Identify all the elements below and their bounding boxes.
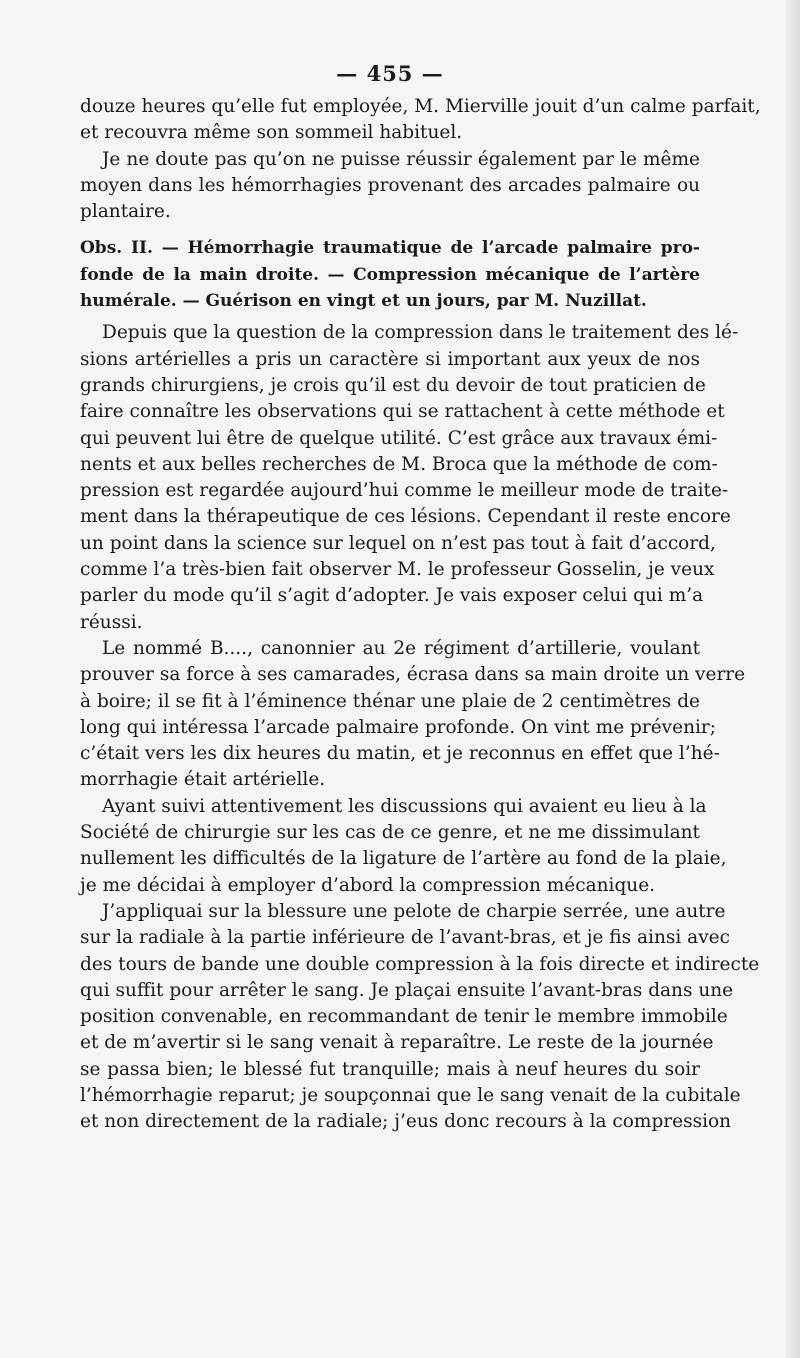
text-line: Je ne doute pas qu’on ne puisse réussir également par le même: [102, 148, 700, 170]
text-line: J’appliquai sur la blessure une pelote de charpie serrée, une autre: [102, 900, 726, 922]
observation-heading: [80, 235, 700, 314]
text-line: prouver sa force à ses camarades, écrasa dans sa main droite un verre: [80, 664, 746, 686]
text-line: des tours de bande une double compression à la fois directe et indirecte: [80, 953, 760, 975]
text-line: sions artérielles a pris un caractère si important aux yeux de nos: [80, 348, 700, 370]
text-line: qui peuvent lui être de quelque utilité. C’est grâce aux travaux émi-: [80, 427, 718, 449]
text-line: qui suffit pour arrêter le sang. Je plaçai ensuite l’avant-bras dans une: [80, 979, 734, 1001]
text-line: morrhagie était artérielle.: [80, 769, 326, 791]
text-line: parler du mode qu’il s’agit d’adopter. Je vais exposer celui qui m’a: [80, 585, 704, 607]
text-line: et de m’avertir si le sang venait à reparaître. Le reste de la journée: [80, 1032, 714, 1054]
text-line: position convenable, en recommandant de tenir le membre immobile: [80, 1006, 728, 1028]
text-line: et non directement de la radiale; j’eus donc recours à la compression: [80, 1111, 732, 1133]
heading-line: humérale. — Guérison en vingt et un jours, par M. Nuzillat.: [80, 291, 647, 312]
text-line: un point dans la science sur lequel on n’est pas tout à fait d’accord,: [80, 532, 716, 554]
paragraph: [80, 636, 746, 794]
text-line: plantaire.: [80, 201, 171, 223]
text-line: et recouvra même son sommeil habituel.: [80, 122, 463, 144]
text-line: ment dans la thérapeutique de ces lésions. Cependant il reste encore: [80, 506, 731, 528]
page-number: — 455 —: [336, 61, 444, 86]
text-line: réussi.: [80, 611, 143, 633]
text-line: Société de chirurgie sur les cas de ce genre, et ne me dissimulant: [80, 822, 700, 844]
paragraph: [80, 147, 700, 226]
spacer: [80, 225, 700, 235]
text-line: Le nommé B...., canonnier au 2e régiment d’artillerie, voulant: [102, 637, 700, 659]
text-line: nullement les difficultés de la ligature de l’artère au fond de la plaie,: [80, 848, 727, 870]
text-line: c’était vers les dix heures du matin, et je reconnus en effet que l’hé-: [80, 743, 720, 765]
text-line: l’hémorrhagie reparut; je soupçonnai que le sang venait de la cubitale: [80, 1084, 741, 1106]
page-gutter-shadow: [786, 0, 800, 1358]
text-line: se passa bien; le blessé fut tranquille; mais à neuf heures du soir: [80, 1058, 700, 1080]
text-line: long qui intéressa l’arcade palmaire profonde. On vint me prévenir;: [80, 716, 716, 738]
text-line: sur la radiale à la partie inférieure de l’avant-bras, et je fis ainsi avec: [80, 927, 730, 949]
text-line: nents et aux belles recherches de M. Broca que la méthode de com-: [80, 453, 718, 475]
paragraph-continuation: [80, 94, 761, 147]
text-line: douze heures qu’elle fut employée, M. Mierville jouit d’un calme parfait,: [80, 96, 761, 117]
text-line: faire connaître les observations qui se rattachent à cette méthode et: [80, 401, 725, 423]
text-line: moyen dans les hémorrhagies provenant des arcades palmaire ou: [80, 174, 700, 196]
text-line: grands chirurgiens, je crois qu’il est du devoir de tout praticien de: [80, 374, 706, 396]
text-line: à boire; il se fit à l’éminence thénar une plaie de 2 centimètres de: [80, 690, 700, 712]
paragraph: [80, 794, 727, 899]
paragraph: [80, 899, 760, 1136]
text-line: comme l’a très-bien fait observer M. le professeur Gosselin, je veux: [80, 559, 715, 581]
heading-line: fonde de la main droite. — Compression mécanique de l’artère: [80, 264, 700, 285]
paragraph: [80, 320, 739, 636]
text-line: pression est regardée aujourd’hui comme le meilleur mode de traite-: [80, 480, 729, 502]
text-line: Depuis que la question de la compression dans le traitement des lé-: [102, 322, 739, 344]
text-line: Ayant suivi attentivement les discussions qui avaient eu lieu à la: [102, 795, 707, 817]
text-block: [80, 58, 761, 1136]
heading-line: Obs. II. — Hémorrhagie traumatique de l’arcade palmaire pro-: [80, 238, 700, 259]
text-line: je me décidai à employer d’abord la compression mécanique.: [80, 874, 656, 896]
